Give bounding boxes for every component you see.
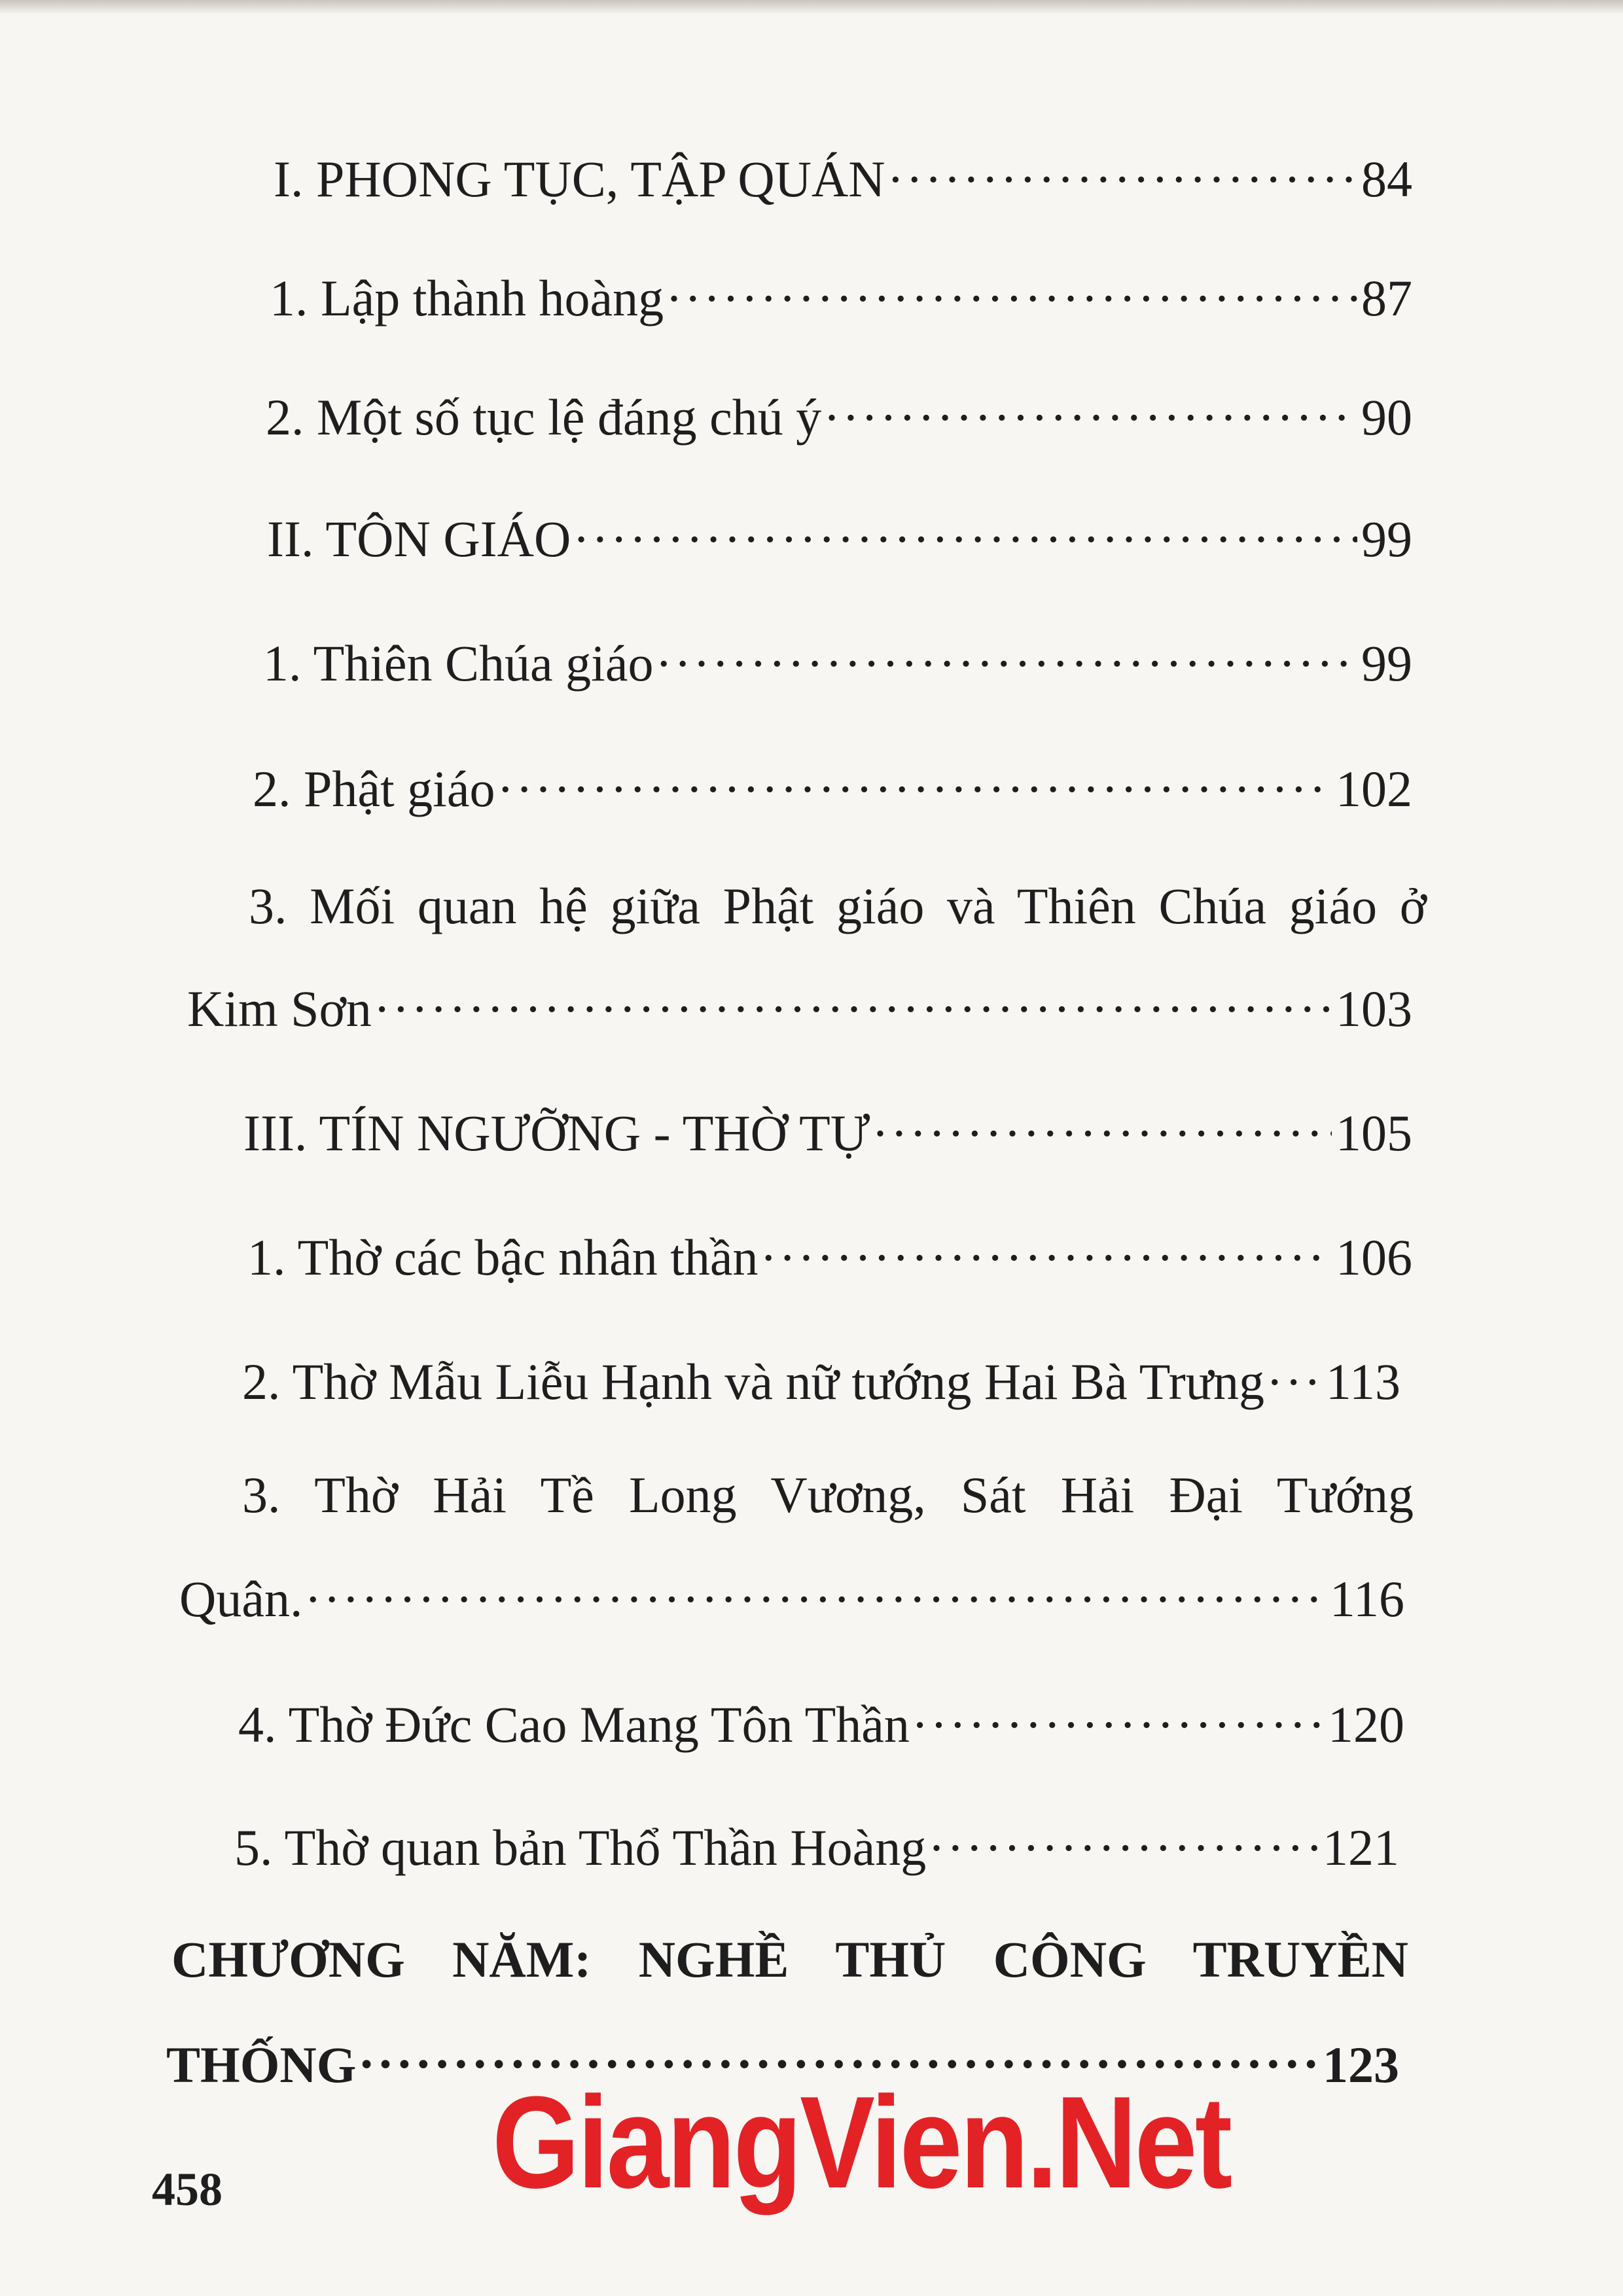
toc-entry-page: 102 <box>1336 760 1412 817</box>
chapter-heading-line: CHƯƠNG NĂM: NGHỀ THỦ CÔNG TRUYỀN <box>171 1931 1408 1988</box>
toc-entry-page: 105 <box>1336 1104 1412 1161</box>
dot-leader <box>657 629 1357 680</box>
toc-entry <box>238 1691 1404 1753</box>
toc-entry-line: 3. Mối quan hệ giữa Phật giáo và Thiên Chúa giáo ở <box>249 877 1427 934</box>
toc-entry-page: 120 <box>1328 1696 1404 1753</box>
toc-entry-label: II. TÔN GIÁO <box>267 510 571 567</box>
toc-entry-label: 2. Một số tục lệ đáng chú ý <box>266 389 822 446</box>
dot-leader <box>762 1224 1332 1275</box>
toc-entry <box>263 629 1412 692</box>
dot-leader <box>575 505 1357 556</box>
toc-entry-page: 106 <box>1336 1229 1412 1286</box>
toc-entry-label: THỐNG <box>166 2036 357 2093</box>
toc-entry-page: 84 <box>1361 150 1412 207</box>
toc-entry-label: 1. Thiên Chúa giáo <box>263 635 654 692</box>
toc-entry-label: 2. Phật giáo <box>253 760 495 817</box>
dot-leader <box>668 264 1357 315</box>
dot-leader <box>914 1691 1324 1742</box>
toc-entry-label: 2. Thờ Mẫu Liễu Hạnh và nữ tướng Hai Bà Trưng <box>242 1353 1264 1410</box>
toc-entry <box>274 145 1412 205</box>
toc-entry-label: 4. Thờ Đức Cao Mang Tôn Thần <box>238 1696 910 1753</box>
watermark-logo: GiangVien.Net <box>492 2070 1230 2216</box>
toc-entry-page: 87 <box>1361 270 1412 327</box>
toc-entry-label: Kim Sơn <box>187 980 372 1037</box>
toc-entry <box>267 505 1412 565</box>
toc-entry-page: 123 <box>1323 2036 1399 2093</box>
toc-entry-page: 90 <box>1361 389 1412 446</box>
toc-entry-label: I. PHONG TỤC, TẬP QUÁN <box>274 150 885 207</box>
dot-leader <box>1268 1348 1322 1399</box>
toc-entry <box>247 1224 1412 1286</box>
toc-entry <box>187 975 1412 1037</box>
dot-leader <box>874 1099 1332 1150</box>
dot-leader <box>889 145 1357 196</box>
toc-entry-label: 1. Lập thành hoàng <box>270 270 664 327</box>
toc-entry <box>243 1099 1412 1159</box>
toc-entry-page: 116 <box>1329 1570 1404 1627</box>
toc-entry <box>242 1348 1400 1410</box>
toc-entry <box>234 1814 1399 1876</box>
toc-entry-label: III. TÍN NGƯỠNG - THỜ TỰ <box>243 1104 870 1161</box>
toc-entry <box>179 1565 1404 1625</box>
toc-entry-line: 3. Thờ Hải Tề Long Vương, Sát Hải Đại Tướng <box>242 1466 1414 1523</box>
dot-leader <box>825 383 1357 434</box>
toc-entry <box>266 383 1412 446</box>
toc-entry-page: 103 <box>1336 980 1412 1037</box>
toc-entry <box>270 264 1412 327</box>
page-number: 458 <box>152 2163 223 2216</box>
toc-entry-page: 99 <box>1361 635 1412 692</box>
dot-leader <box>499 755 1332 806</box>
dot-leader <box>306 1565 1325 1616</box>
toc-entry-label: Quân. <box>179 1570 303 1627</box>
toc-entry-page: 113 <box>1325 1353 1400 1410</box>
toc-entry-page: 121 <box>1323 1819 1399 1876</box>
toc-entry <box>253 755 1412 815</box>
dot-leader <box>376 975 1332 1026</box>
toc-entry-label: 1. Thờ các bậc nhân thần <box>247 1229 758 1286</box>
toc-entry-page: 99 <box>1361 510 1412 567</box>
dot-leader <box>930 1814 1319 1865</box>
toc-entry-label: 5. Thờ quan bản Thổ Thần Hoàng <box>234 1819 927 1876</box>
